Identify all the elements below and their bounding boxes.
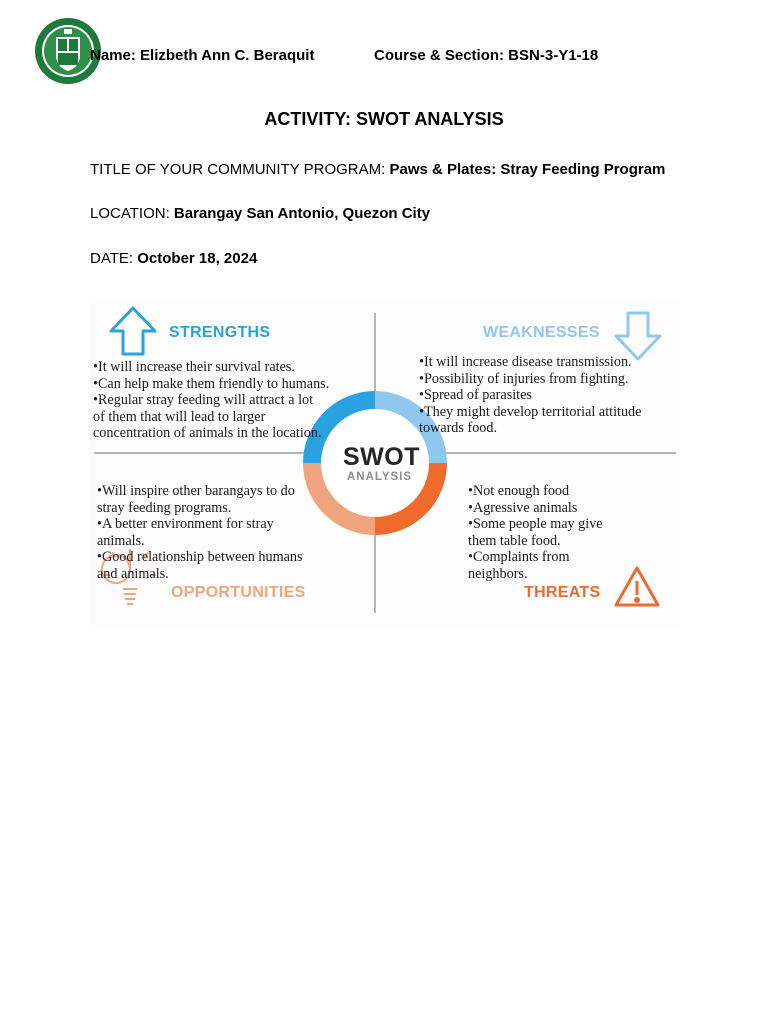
strengths-list — [93, 359, 329, 442]
swot-diagram — [90, 297, 680, 631]
list-item: •Some people may give — [468, 516, 603, 533]
student-name: Name: Elizbeth Ann C. Beraquit — [90, 47, 315, 64]
list-item: •They might develop territorial attitude — [419, 403, 642, 420]
swot-center-subtitle: ANALYSIS — [347, 471, 413, 483]
list-item: •Can help make them friendly to humans. — [93, 375, 330, 392]
weaknesses-list — [419, 354, 641, 437]
list-item: animals. — [97, 532, 145, 549]
opportunities-label: OPPORTUNITIES — [171, 584, 306, 601]
list-item: neighbors. — [468, 565, 528, 582]
date-value: October 18, 2024 — [137, 250, 258, 267]
list-item: •Spread of parasites — [419, 387, 532, 404]
list-item: •Complaints from — [468, 549, 570, 566]
warning-icon — [616, 568, 658, 605]
list-item: stray feeding programs. — [97, 499, 232, 516]
list-item: •Possibility of injuries from fighting. — [419, 370, 629, 387]
opportunities-list — [97, 483, 303, 583]
up-arrow-icon — [111, 308, 155, 354]
threats-label: THREATS — [524, 584, 601, 601]
weaknesses-label: WEAKNESSES — [483, 324, 600, 341]
program-label: TITLE OF YOUR COMMUNITY PROGRAM: — [90, 161, 390, 178]
location-label: LOCATION: — [90, 205, 174, 222]
list-item: them table food. — [468, 532, 561, 549]
list-item: towards food. — [419, 420, 498, 437]
swot-center-title: SWOT — [343, 443, 420, 471]
list-item: •Regular stray feeding will attract a lot — [93, 392, 314, 409]
strengths-label: STRENGTHS — [169, 324, 271, 341]
location-line — [90, 205, 430, 222]
list-item: of them that will lead to larger — [93, 408, 266, 425]
list-item: •Good relationship between humans — [97, 549, 303, 566]
location-value: Barangay San Antonio, Quezon City — [173, 205, 431, 222]
activity-title: ACTIVITY: SWOT ANALYSIS — [264, 109, 504, 129]
list-item: •It will increase disease transmission. — [419, 354, 632, 370]
list-item: •It will increase their survival rates. — [93, 359, 295, 375]
date-label: DATE: — [90, 250, 138, 267]
date-line — [90, 250, 257, 267]
list-item: concentration of animals in the location. — [93, 425, 322, 442]
list-item: •Will inspire other barangays to do — [97, 483, 295, 499]
list-item: •Not enough food — [468, 483, 570, 499]
course-section: Course & Section: BSN-3-Y1-18 — [374, 47, 599, 64]
program-line — [90, 161, 665, 178]
threats-list — [468, 483, 603, 583]
list-item: •A better environment for stray — [97, 516, 274, 533]
list-item: and animals. — [97, 565, 169, 582]
program-value: Paws & Plates: Stray Feeding Program — [389, 161, 666, 178]
list-item: •Agressive animals — [468, 499, 578, 516]
down-arrow-icon — [616, 313, 660, 359]
